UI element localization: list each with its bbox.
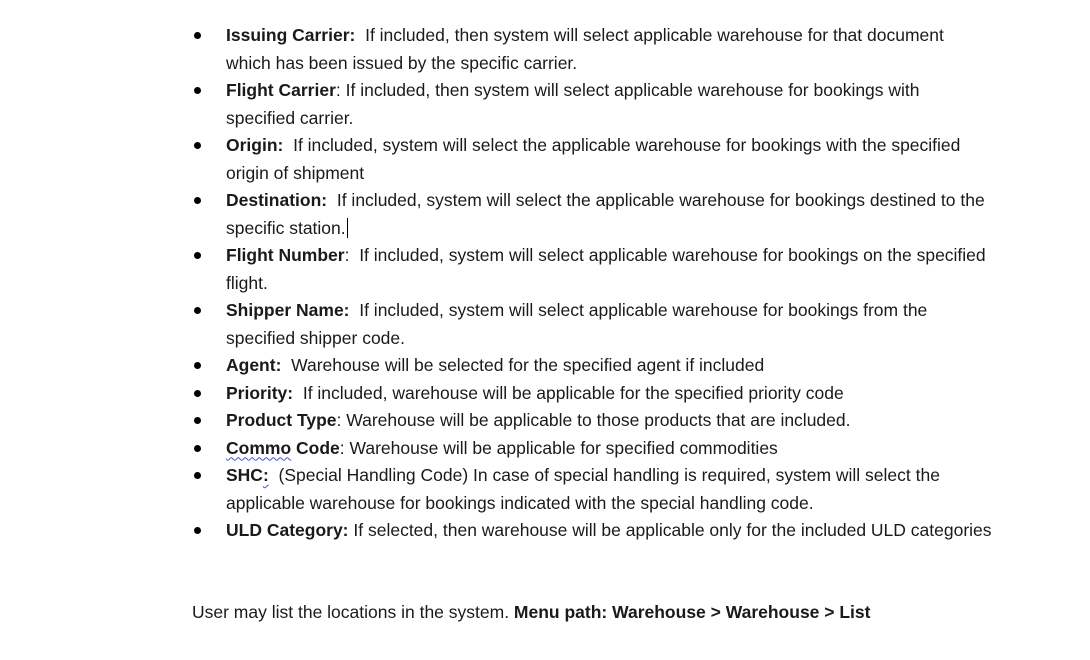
term-description: : Warehouse will be applicable for specified commodities <box>339 437 778 458</box>
list-item-destination <box>192 187 992 242</box>
list-item-flight-number <box>192 242 992 297</box>
term-description: If included, system will select the applicable warehouse for bookings destined to the specific station. <box>226 190 990 238</box>
term-label: Shipper Name: <box>226 300 350 320</box>
bullet-icon <box>194 142 201 149</box>
term-label: Code <box>291 437 340 458</box>
term-label: Destination: <box>226 190 328 210</box>
term-label: Agent: <box>226 355 282 375</box>
list-item-product-type <box>192 407 992 435</box>
bullet-icon <box>194 445 201 452</box>
text-cursor <box>347 218 348 238</box>
term-description: If included, system will select the applicable warehouse for bookings with the specified origin of shipment <box>226 135 966 183</box>
term-description: If included, warehouse will be applicable for the specified priority code <box>293 382 844 403</box>
term-description: If included, then system will select applicable warehouse for that document which has been issued by the specific carrier. <box>226 25 949 73</box>
bullet-icon <box>194 472 201 479</box>
term-description: (Special Handling Code) In case of special handling is required, system will select the applicable warehouse for bookings indicated with the special handling code. <box>226 465 945 513</box>
menu-path: Menu path: Warehouse > Warehouse > List <box>513 602 871 622</box>
term-description: If included, system will select applicable warehouse for bookings from the specified shipper code. <box>226 300 933 348</box>
term-description: : If included, then system will select applicable warehouse for bookings with specified carrier. <box>226 80 925 128</box>
spellcheck-underlined-term: : <box>262 465 269 485</box>
term-label: Priority: <box>226 382 294 403</box>
bullet-icon <box>194 417 201 424</box>
list-item-issuing-carrier <box>192 22 992 77</box>
bullet-icon <box>194 197 201 204</box>
bullet-icon <box>194 527 201 534</box>
term-description: : If included, system will select applicable warehouse for bookings on the specified flight. <box>226 245 991 293</box>
term-description: Warehouse will be selected for the specified agent if included <box>281 355 765 375</box>
bullet-icon <box>194 362 201 369</box>
list-item-uld-category <box>192 517 992 545</box>
term-label: Origin: <box>226 135 284 155</box>
term-description: If selected, then warehouse will be applicable only for the included ULD categories <box>348 520 992 540</box>
menu-path-paragraph <box>192 599 870 627</box>
term-description: : Warehouse will be applicable to those products that are included. <box>336 410 851 430</box>
bullet-icon <box>194 87 201 94</box>
term-label: Product Type <box>226 410 337 430</box>
term-label: ULD Category: <box>226 520 349 540</box>
list-item-agent <box>192 352 992 380</box>
bullet-icon <box>194 252 201 259</box>
term-label: Flight Carrier <box>226 80 336 100</box>
list-item-shc <box>192 462 992 517</box>
bullet-icon <box>194 32 201 39</box>
term-label: Flight Number <box>226 245 345 265</box>
list-item-shipper-name <box>192 297 992 352</box>
term-label: Issuing Carrier: <box>226 25 356 45</box>
spellcheck-underlined-term: Commo <box>226 437 292 458</box>
field-description-list <box>192 22 992 545</box>
paragraph-text: User may list the locations in the system. <box>192 602 514 622</box>
bullet-icon <box>194 390 201 397</box>
bullet-icon <box>194 307 201 314</box>
list-item-origin <box>192 132 992 187</box>
list-item-priority <box>192 380 992 408</box>
list-item-commo-code <box>192 435 992 463</box>
list-item-flight-carrier <box>192 77 992 132</box>
term-label: SHC <box>226 465 263 485</box>
